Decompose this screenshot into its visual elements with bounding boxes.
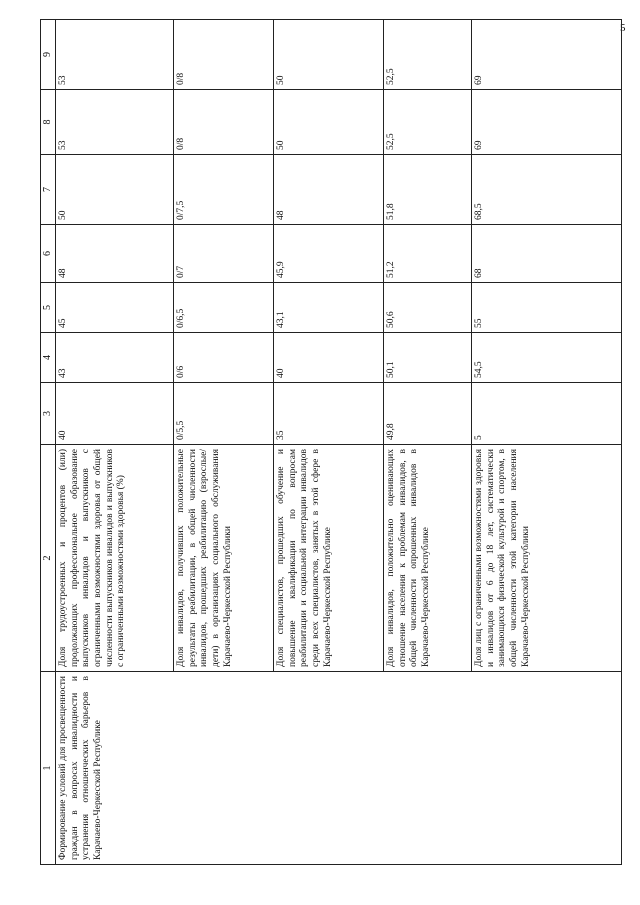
value-cell: 50 bbox=[274, 20, 384, 90]
value-cell: 51,2 bbox=[384, 225, 472, 283]
table-row bbox=[56, 20, 174, 865]
header-row bbox=[41, 20, 56, 865]
value-cell: 50,1 bbox=[384, 333, 472, 383]
column-header: 6 bbox=[41, 225, 56, 283]
value-cell: 49,8 bbox=[384, 383, 472, 445]
value-cell: 0/7,5 bbox=[174, 155, 274, 225]
indicator-cell: Доля специалистов, прошедших обучение и повышение квалификации по вопросам реабилитации и социальной интеграции инвалидов среди всех специалистов, занятых в этой сфере в Карачаево-Черкесской Республике bbox=[274, 445, 384, 672]
value-cell: 50,6 bbox=[384, 283, 472, 333]
value-cell: 0/5,5 bbox=[174, 383, 274, 445]
column-header: 7 bbox=[41, 155, 56, 225]
value-cell: 52,5 bbox=[384, 20, 472, 90]
value-cell: 40 bbox=[56, 383, 174, 445]
value-cell: 54,5 bbox=[472, 333, 622, 383]
value-cell: 5 bbox=[472, 383, 622, 445]
value-cell: 48 bbox=[274, 155, 384, 225]
value-cell: 48 bbox=[56, 225, 174, 283]
indicator-cell: Доля инвалидов, положительно оценивающих отношение населения к проблемам инвалидов, в общей численности опрошенных инвалидов в Карачаево-Черкесской Республике bbox=[384, 445, 472, 672]
value-cell: 50 bbox=[56, 155, 174, 225]
value-cell: 68,5 bbox=[472, 155, 622, 225]
value-cell: 53 bbox=[56, 90, 174, 155]
value-cell: 45,9 bbox=[274, 225, 384, 283]
column-header: 8 bbox=[41, 90, 56, 155]
column-header: 9 bbox=[41, 20, 56, 90]
indicator-cell: Доля лиц с ограниченными возможностями здоровья и инвалидов от 6 до 18 лет, систематически занимающихся физической культурой и спортом, в общей численности этой категории населения Карачаево-Черкесской Республики bbox=[472, 445, 622, 672]
value-cell: 45 bbox=[56, 283, 174, 333]
value-cell: 0/6,5 bbox=[174, 283, 274, 333]
value-cell: 0/8 bbox=[174, 20, 274, 90]
value-cell: 50 bbox=[274, 90, 384, 155]
page-number: 5 bbox=[620, 22, 626, 34]
value-cell: 69 bbox=[472, 90, 622, 155]
column-header: 2 bbox=[41, 445, 56, 672]
value-cell: 0/6 bbox=[174, 333, 274, 383]
value-cell: 40 bbox=[274, 333, 384, 383]
value-cell: 68 bbox=[472, 225, 622, 283]
indicator-cell: Доля трудоустроенных и процентов (или) продолжающих профессиональное образование выпускников инвалидов и выпускников с ограниченными возможностями здоровья от общей численности выпускников инвалидов и выпускников с ограниченными возможностями здоровья (%) bbox=[56, 445, 174, 672]
column-header: 4 bbox=[41, 333, 56, 383]
column-header: 5 bbox=[41, 283, 56, 333]
program-title-cell: Формирование условий для просвещенности граждан в вопросах инвалидности и устранения отношенческих барьеров в Карачаево-Черкесской Республике bbox=[56, 672, 622, 865]
value-cell: 69 bbox=[472, 20, 622, 90]
value-cell: 0/7 bbox=[174, 225, 274, 283]
value-cell: 51,8 bbox=[384, 155, 472, 225]
value-cell: 0/8 bbox=[174, 90, 274, 155]
value-cell: 55 bbox=[472, 283, 622, 333]
value-cell: 43,1 bbox=[274, 283, 384, 333]
column-header: 3 bbox=[41, 383, 56, 445]
indicators-table bbox=[40, 19, 622, 865]
value-cell: 35 bbox=[274, 383, 384, 445]
rotated-table-container bbox=[40, 20, 620, 865]
column-header: 1 bbox=[41, 672, 56, 865]
value-cell: 53 bbox=[56, 20, 174, 90]
value-cell: 43 bbox=[56, 333, 174, 383]
value-cell: 52,5 bbox=[384, 90, 472, 155]
indicator-cell: Доля инвалидов, получивших положительные результаты реабилитации, в общей численности инвалидов, прошедших реабилитацию (взрослые/дети) в организациях социального обслуживания Карачаево-Черкесской Республики bbox=[174, 445, 274, 672]
